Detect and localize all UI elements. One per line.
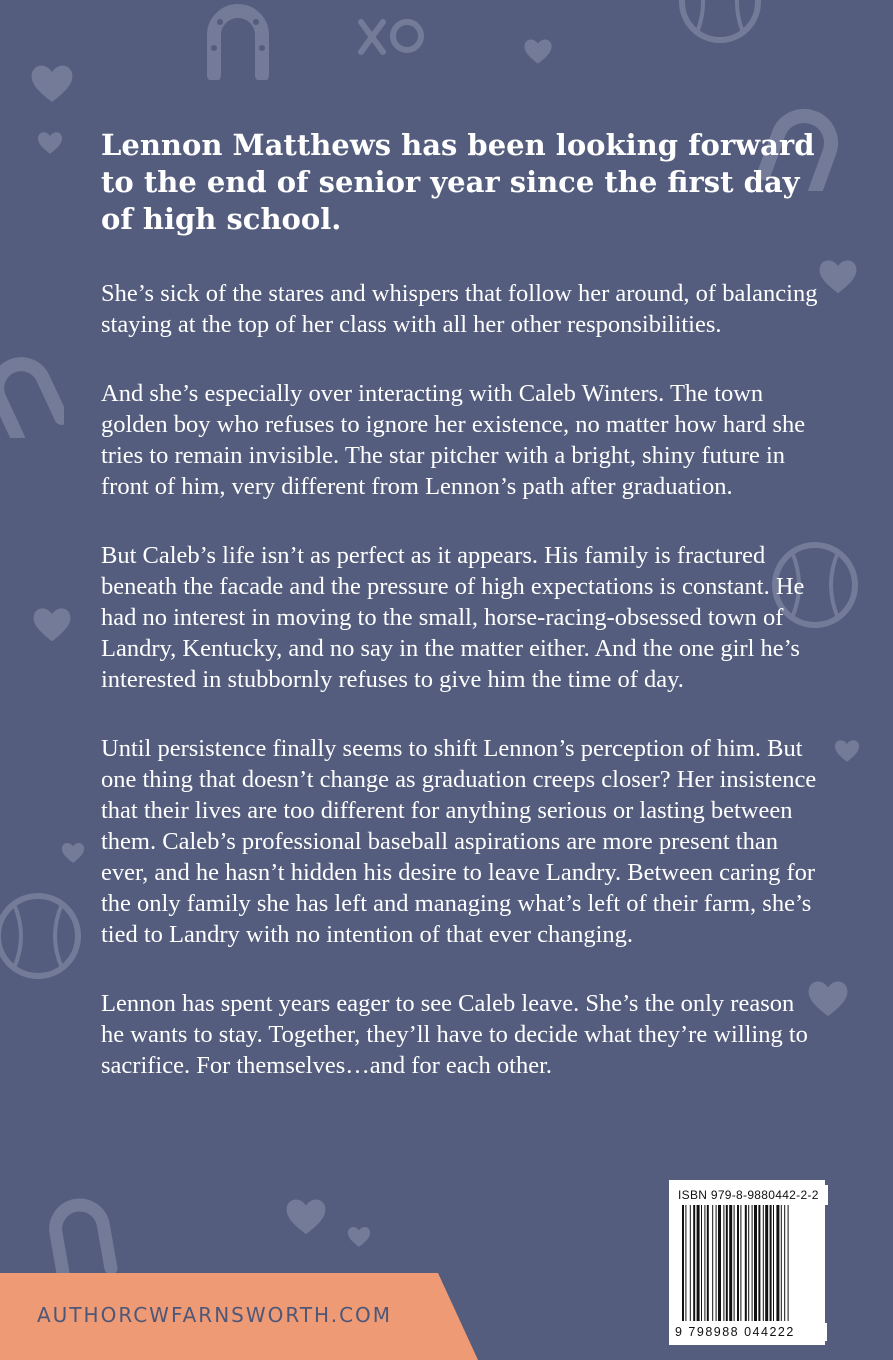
heart-icon bbox=[30, 62, 74, 104]
barcode-icon bbox=[680, 1205, 820, 1321]
heart-icon bbox=[523, 37, 553, 65]
heart-icon bbox=[37, 130, 63, 155]
baseball-icon bbox=[0, 890, 84, 982]
xo-doodle bbox=[357, 14, 427, 59]
blurb-paragraph: Lennon has spent years eager to see Caleb leave. She’s the only reason he wants to stay. Together, they’ll have to decide what they’re willing to sacrifice. For themselves…and for each other. bbox=[101, 990, 808, 1079]
heart-icon bbox=[285, 1196, 327, 1236]
horseshoe-icon bbox=[0, 342, 64, 438]
heart-icon bbox=[834, 738, 860, 763]
baseball-icon bbox=[678, 0, 762, 44]
isbn-label: ISBN 979-8-9880442-2-2 bbox=[676, 1185, 828, 1205]
isbn-digits: 9 798988 044222 bbox=[672, 1323, 827, 1341]
blurb-paragraph: And she’s especially over interacting with Caleb Winters. The town golden boy who refuses to ignore her existence, no matter how hard she tries to remain invisible. The star pitcher with a bright, shiny future in front of him, very different from Lennon’s path after graduation. bbox=[101, 380, 806, 500]
heart-icon bbox=[32, 605, 72, 643]
blurb-paragraph: Until persistence finally seems to shift Lennon’s perception of him. But one thing that doesn’t change as graduation creeps closer? Her insistence that their lives are too different for anything serious or lasting between them. Caleb’s professional baseball aspirations are more present than ever, and he hasn’t hidden his desire to leave Landry. Between caring for the only family she has left and managing what’s left of their farm, she’s tied to Landry with no intention of that ever changing. bbox=[101, 735, 817, 948]
author-website-url: AUTHORCWFARNSWORTH.COM bbox=[37, 1303, 393, 1327]
heart-icon bbox=[61, 841, 85, 864]
back-cover-blurb bbox=[101, 127, 821, 1119]
blurb-paragraph: But Caleb’s life isn’t as perfect as it appears. His family is fractured beneath the facade and the pressure of high expectations is constant. He had no interest in moving to the small, horse-racing-obsessed town of Landry, Kentucky, and no say in the matter either. And the one girl he’s interested in stubbornly refuses to give him the time of day. bbox=[101, 542, 805, 693]
blurb-paragraph: She’s sick of the stares and whispers that follow her around, of balancing staying at the top of her class with all her other responsibilities. bbox=[101, 280, 818, 338]
horseshoe-icon bbox=[196, 0, 280, 80]
heart-icon bbox=[347, 1225, 371, 1248]
horseshoe-icon bbox=[42, 1185, 118, 1277]
heart-icon bbox=[818, 257, 858, 295]
blurb-headline: Lennon Matthews has been looking forward to the end of senior year since the first day of high school. bbox=[101, 128, 815, 236]
